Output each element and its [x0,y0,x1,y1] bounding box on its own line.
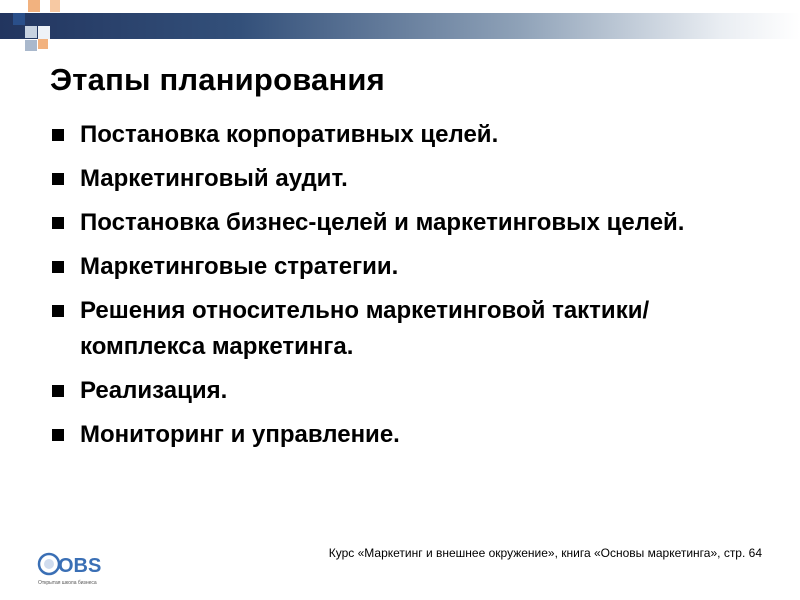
decor-square [38,26,50,39]
square-bullet-icon [52,261,64,273]
bullet-item [50,117,770,153]
bullet-item [50,161,770,197]
decor-square [13,13,25,25]
bullet-item [50,417,770,453]
decor-square [25,40,37,51]
decor-square [25,26,37,38]
square-bullet-icon [52,129,64,141]
decor-square [38,39,48,49]
logo-subtitle: Открытая школа бизнеса [38,580,97,586]
square-bullet-icon [52,173,64,185]
bullet-item [50,205,770,241]
bullet-item [50,249,770,285]
obs-logo [36,548,106,588]
logo-text: OBS [58,555,102,577]
slide-title: Этапы планирования [50,62,385,97]
bullet-text: Постановка корпоративных целей. [80,121,499,148]
bullet-item [50,293,770,365]
square-bullet-icon [52,217,64,229]
bullet-text: Маркетинговые стратегии. [80,253,399,280]
square-bullet-icon [52,305,64,317]
bullet-text: Мониторинг и управление. [80,421,400,448]
bullet-list [50,117,770,461]
square-bullet-icon [52,429,64,441]
bullet-item [50,373,770,409]
square-bullet-icon [52,385,64,397]
decor-square [28,0,40,12]
footer-source: Курс «Маркетинг и внешнее окружение», книга «Основы маркетинга», стр. 64 [328,546,762,560]
header-gradient-bar [0,13,800,39]
bullet-text: Реализация. [80,377,228,404]
bullet-text: Постановка бизнес-целей и маркетинговых целей. [80,209,685,236]
bullet-text: Решения относительно маркетинговой тактики/комплекса маркетинга. [80,297,650,360]
decor-square [50,0,60,12]
bullet-text: Маркетинговый аудит. [80,165,348,192]
